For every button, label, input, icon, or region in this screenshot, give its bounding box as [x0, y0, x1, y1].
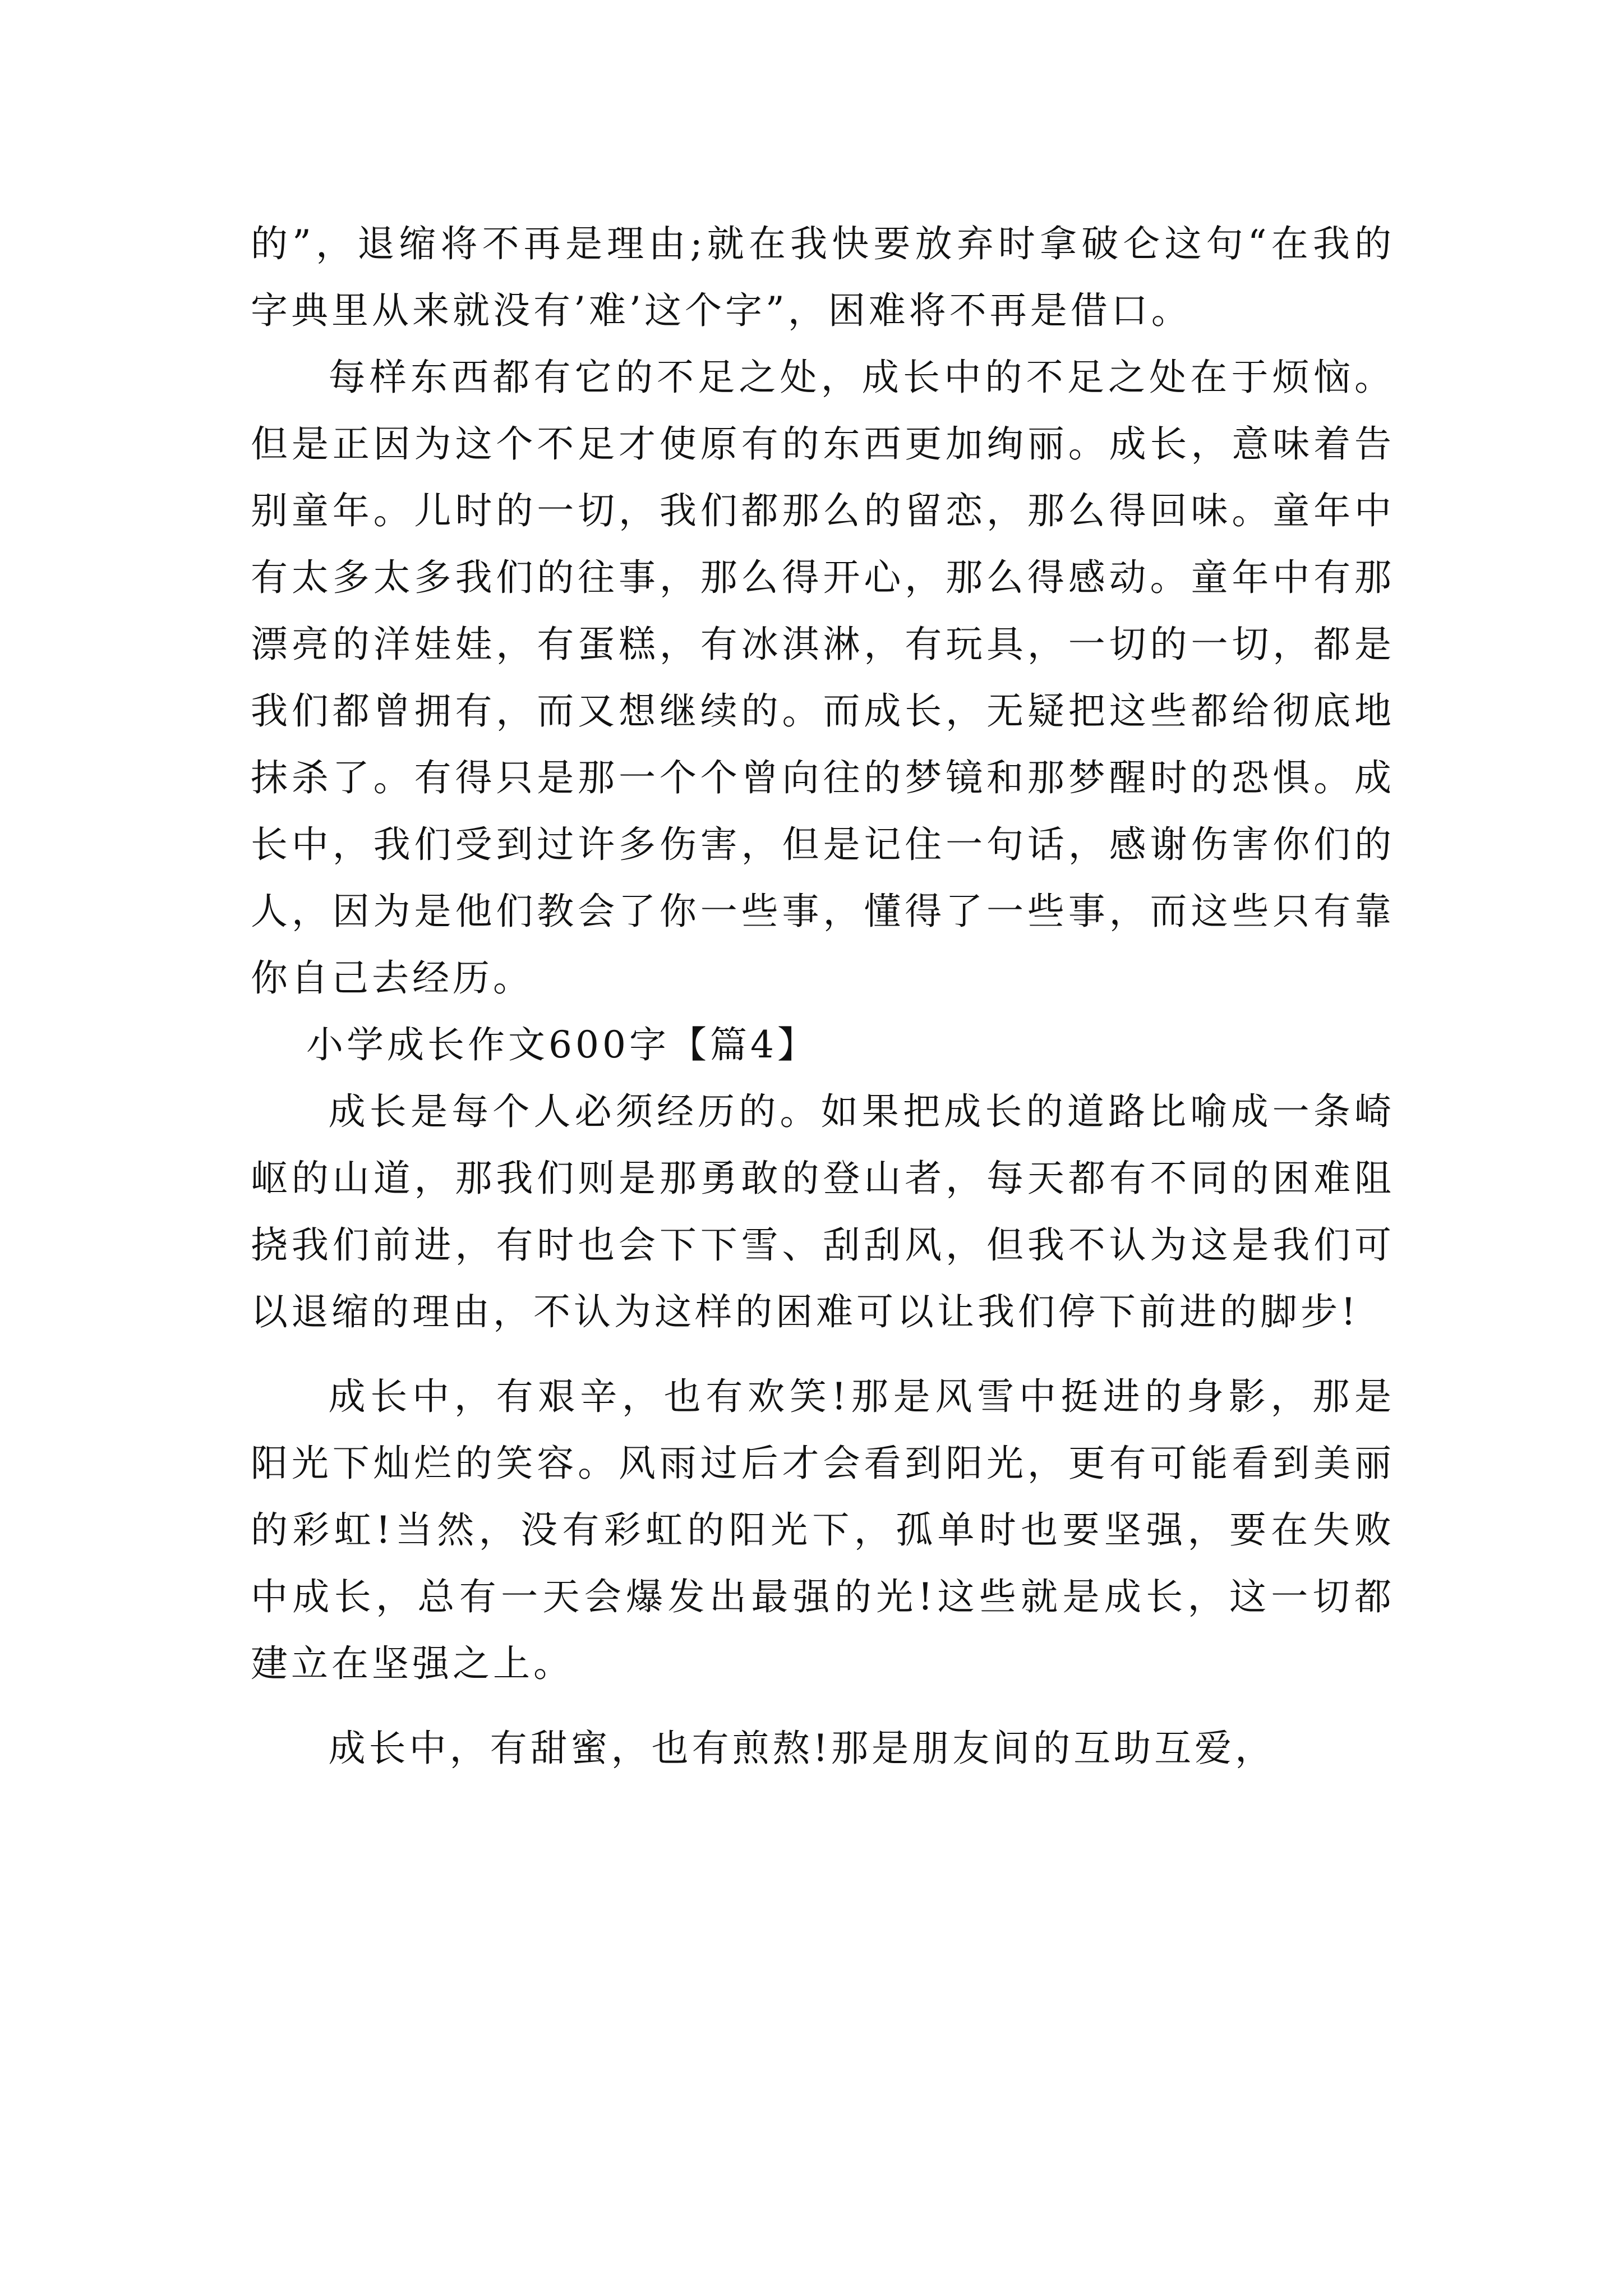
paragraph-mountain-road: 成长是每个人必须经历的。如果把成长的道路比喻成一条崎岖的山道，那我们则是那勇敢的登山者，每天都有不同的困难阻挠我们前进，有时也会下下雪、刮刮风，但我不认为这是我们可以退缩的理由，不认为这样的困难可以让我们停下前进的脚步!	[251, 1090, 1395, 1333]
section-heading: 小学成长作文600字【篇4】	[306, 1023, 818, 1066]
paragraph-sweetness: 成长中，有甜蜜，也有煎熬!那是朋友间的互助互爱，	[328, 1727, 1276, 1770]
paragraph-growth-shortcomings: 每样东西都有它的不足之处，成长中的不足之处在于烦恼。但是正因为这个不足才使原有的东西更加绚丽。成长，意味着告别童年。儿时的一切，我们都那么的留恋，那么得回味。童年中有太多太多我们的往事，那么得开心，那么得感动。童年中有那漂亮的洋娃娃，有蛋糕，有冰淇淋，有玩具，一切的一切，都是我们都曾拥有，而又想继续的。而成长，无疑把这些都给彻底地抹杀了。有得只是那一个个曾向往的梦镜和那梦醒时的恐惧。成长中，我们受到过许多伤害，但是记住一句话，感谢伤害你们的人，因为是他们教会了你一些事，懂得了一些事，而这些只有靠你自己去经历。	[251, 356, 1395, 1000]
paragraph-hardship-laughter: 成长中，有艰辛，也有欢笑!那是风雪中挺进的身影，那是阳光下灿烂的笑容。风雨过后才会看到阳光，更有可能看到美丽的彩虹!当然，没有彩虹的阳光下，孤单时也要坚强，要在失败中成长，总有一天会爆发出最强的光!这些就是成长，这一切都建立在坚强之上。	[251, 1375, 1395, 1685]
essay-text	[251, 210, 1395, 1782]
paragraph-continuation: 的”，退缩将不再是理由;就在我快要放弃时拿破仑这句“在我的字典里从来就没有’难’这个字”，困难将不再是借口。	[251, 222, 1395, 332]
